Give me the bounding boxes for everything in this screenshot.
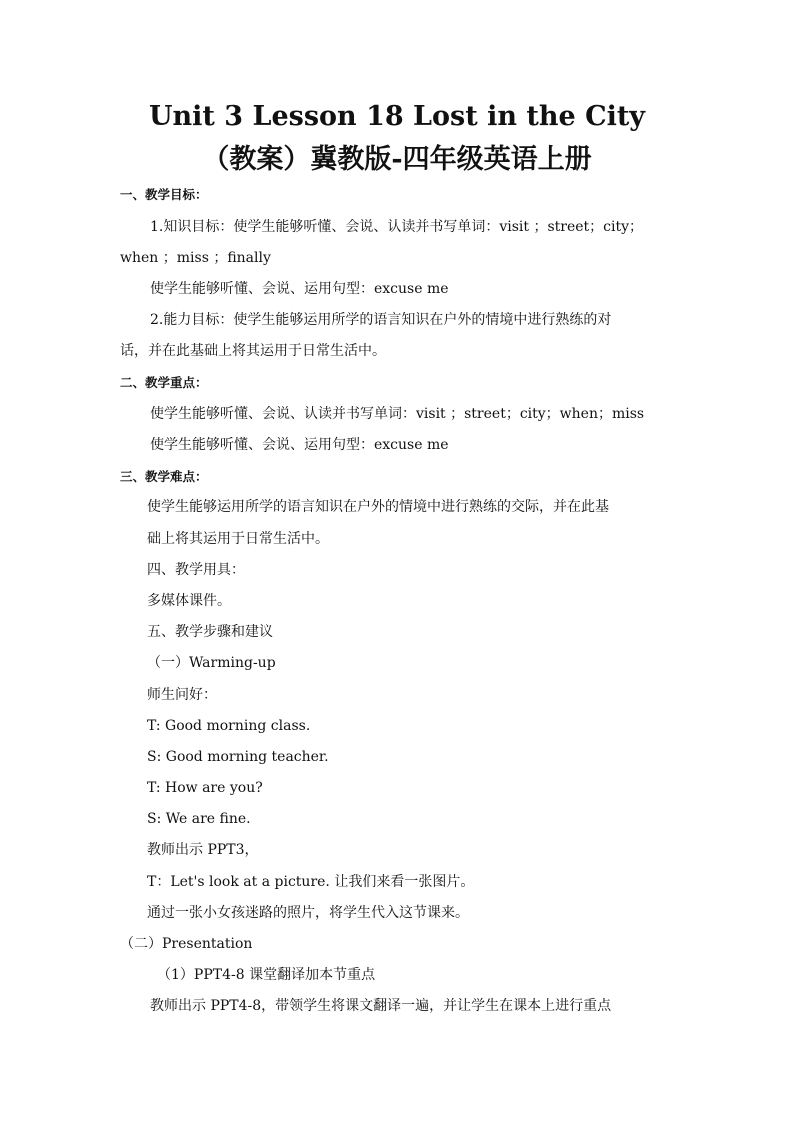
section4-p1: 多媒体课件。 bbox=[147, 593, 231, 609]
section4-heading: 四、教学用具： bbox=[147, 562, 245, 578]
section2-p1: 使学生能够听懂、会说、认读并书写单词：visit ；street；city；when；miss bbox=[150, 406, 645, 422]
section2-heading: 二、教学重点： bbox=[120, 375, 208, 390]
greeting-text: 师生问好： bbox=[147, 687, 217, 703]
dialogue-line: T: How are you? bbox=[147, 780, 263, 796]
intro-text: 通过一张小女孩迷路的照片，将学生代入这节课来。 bbox=[147, 905, 469, 921]
doc-title-line1: Unit 3 Lesson 18 Lost in the City bbox=[148, 101, 645, 132]
ppt48-heading: （1）PPT4-8 课堂翻译加本节重点 bbox=[157, 967, 376, 983]
presentation-heading: （二）Presentation bbox=[120, 936, 253, 952]
dialogue-line: S: We are fine. bbox=[147, 811, 251, 827]
look-text: T：Let's look at a picture. 让我们来看一张图片。 bbox=[147, 874, 475, 890]
doc-title-line2: （教案）冀教版-四年级英语上册 bbox=[202, 144, 592, 175]
section1-heading: 一、教学目标： bbox=[120, 187, 208, 202]
section1-p3-line1: 2.能力目标：使学生能够运用所学的语言知识在户外的情境中进行熟练的对 bbox=[150, 312, 612, 328]
section5-heading: 五、教学步骤和建议 bbox=[147, 624, 273, 640]
dialogue-line: T: Good morning class. bbox=[147, 718, 311, 734]
ppt48-text: 教师出示 PPT4-8，带领学生将课文翻译一遍，并让学生在课本上进行重点 bbox=[150, 998, 612, 1014]
section1-p2: 使学生能够听懂、会说、运用句型：excuse me bbox=[150, 281, 449, 297]
section3-heading: 三、教学难点： bbox=[120, 469, 208, 484]
warmup-heading: （一）Warming-up bbox=[147, 655, 276, 671]
section1-p1-line2: when ；miss ；finally bbox=[120, 250, 271, 266]
section1-p1-line1: 1.知识目标：使学生能够听懂、会说、认读并书写单词：visit ；street；city； bbox=[150, 219, 644, 235]
ppt3-text: 教师出示 PPT3， bbox=[147, 842, 259, 858]
dialogue-line: S: Good morning teacher. bbox=[147, 749, 329, 765]
section3-p1-line2: 础上将其运用于日常生活中。 bbox=[147, 531, 329, 547]
section1-p3-line2: 话，并在此基础上将其运用于日常生活中。 bbox=[120, 343, 386, 359]
section2-p2: 使学生能够听懂、会说、运用句型：excuse me bbox=[150, 437, 449, 453]
section3-p1-line1: 使学生能够运用所学的语言知识在户外的情境中进行熟练的交际，并在此基 bbox=[147, 499, 609, 515]
